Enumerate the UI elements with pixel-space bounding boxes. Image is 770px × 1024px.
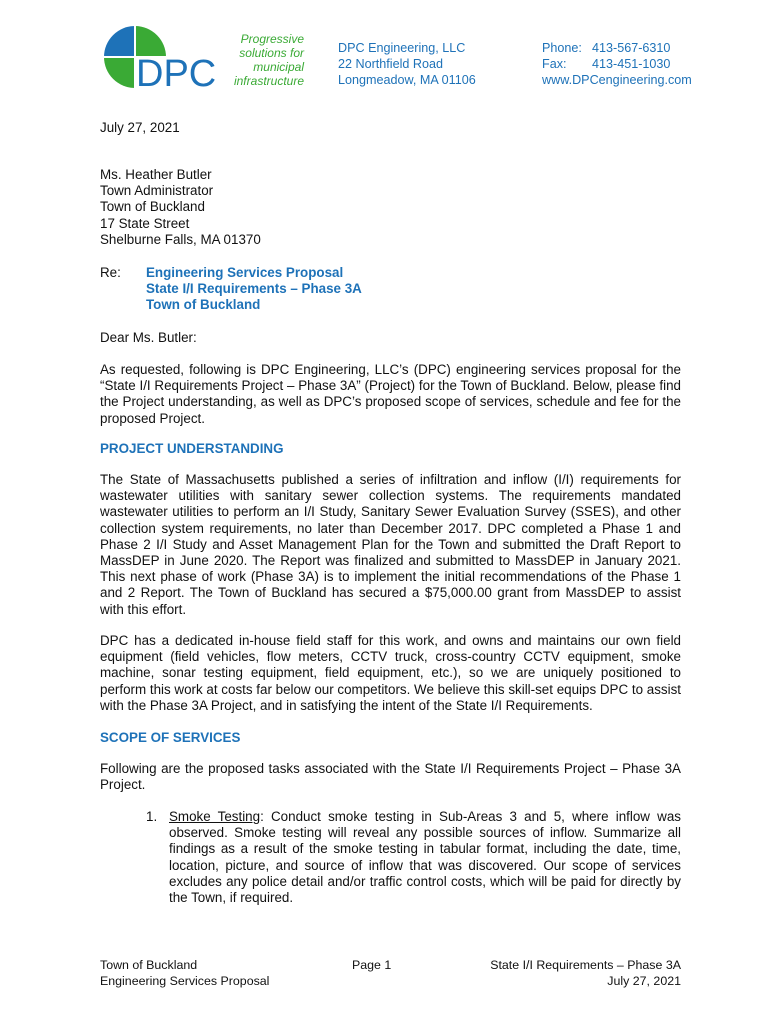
task-title: Smoke Testing — [169, 809, 261, 824]
section-heading-project: PROJECT UNDERSTANDING — [100, 441, 284, 456]
tagline-line: solutions for — [239, 46, 304, 60]
letter-date: July 27, 2021 — [100, 120, 180, 135]
recipient-title: Town Administrator — [100, 183, 214, 199]
intro-paragraph: As requested, following is DPC Engineering, LLC’s (DPC) engineering services proposal for the “State I/I Requirements Project – Phase 3A” (Project) for the Town of Buckland. Below, please find the Project understanding, as well as DPC’s proposed scope of services, schedule and fee for the proposed Project. — [100, 362, 681, 426]
phone-label: Phone: — [542, 41, 582, 55]
section-heading-scope: SCOPE OF SERVICES — [100, 730, 241, 745]
footer-right — [490, 957, 681, 989]
task-item — [146, 809, 681, 906]
re-subject — [146, 265, 362, 314]
project-paragraph-1: The State of Massachusetts published a series of infiltration and inflow (I/I) requirements for wastewater utilities with sanitary sewer collection systems. The requirements mandated wastewater utilities to perform an I/I Study, Sanitary Sewer Evaluation Survey (SSES), and other collection system requirements, no later than December 2017. DPC completed a Phase 1 and Phase 2 I/I Study and Asset Management Plan for the Town and submitted the Draft Report to MassDEP in June 2020. The Report was finalized and submitted to MassDEP in January 2021. This next phase of work (Phase 3A) is to implement the initial recommendations of the Phase 1 and 2 Report. The Town of Buckland has secured a $75,000.00 grant from MassDEP to assist with this effort. — [100, 472, 681, 617]
recipient-block — [100, 167, 261, 248]
website-link[interactable]: www.DPCengineering.com — [542, 73, 692, 87]
company-name: DPC Engineering, LLC — [338, 41, 466, 55]
footer-doc-type: Engineering Services Proposal — [100, 974, 270, 988]
dpc-logo-graphic — [100, 22, 216, 92]
page-number: Page 1 — [352, 958, 392, 972]
recipient-name: Ms. Heather Butler — [100, 167, 212, 182]
re-label: Re: — [100, 265, 121, 280]
company-street: 22 Northfield Road — [338, 57, 444, 71]
logo-text: DPC — [136, 53, 216, 92]
task-number: 1. — [146, 809, 158, 824]
footer-date: July 27, 2021 — [607, 974, 681, 988]
fax-number: 413-451-1030 — [592, 57, 671, 71]
task-text: : Conduct smoke testing in Sub-Areas 3 and 5, where inflow was observed. Smoke testing will reveal any possible sources of inflow. Summarize all findings as a result of the smoke testing in tabular format, including the date, time, location, picture, and source of inflow that was discovered. Our scope of services excludes any police detail and/or traffic control costs, which will be paid for directly by the Town, if required. — [169, 809, 681, 906]
project-paragraph-2: DPC has a dedicated in-house field staff for this work, and owns and maintains our own field equipment (field vehicles, flow meters, CCTV truck, cross-country CCTV equipment, smoke machine, sonar testing equipment, field equipment, etc.), so we are uniquely positioned to perform this work at costs far below our competitors. We believe this skill-set equips DPC to assist with the Phase 3A Project, and in satisfying the intent of the State I/I Requirements. — [100, 633, 681, 713]
scope-intro-paragraph: Following are the proposed tasks associated with the State I/I Requirements Project – Phase 3A Project. — [100, 761, 681, 793]
footer-left — [100, 957, 269, 989]
recipient-org: Town of Buckland — [100, 199, 205, 215]
phone-number: 413-567-6310 — [592, 41, 671, 55]
footer-project: State I/I Requirements – Phase 3A — [490, 958, 681, 972]
footer-client: Town of Buckland — [100, 958, 198, 972]
company-contact — [542, 40, 692, 88]
company-city: Longmeadow, MA 01106 — [338, 73, 476, 87]
tagline-line: infrastructure — [233, 74, 304, 88]
dpc-logo — [100, 22, 216, 92]
recipient-street: 17 State Street — [100, 215, 190, 231]
re-line: Town of Buckland — [146, 297, 261, 313]
recipient-city: Shelburne Falls, MA 01370 — [100, 231, 261, 247]
re-line: Engineering Services Proposal — [146, 265, 344, 280]
company-address — [338, 40, 476, 88]
task-body — [169, 809, 681, 906]
tagline-line: Progressive — [240, 32, 304, 46]
fax-label: Fax: — [542, 57, 567, 71]
salutation: Dear Ms. Butler: — [100, 330, 197, 345]
re-line: State I/I Requirements – Phase 3A — [146, 281, 362, 297]
tagline-line: municipal — [253, 60, 304, 74]
tagline — [222, 32, 304, 88]
